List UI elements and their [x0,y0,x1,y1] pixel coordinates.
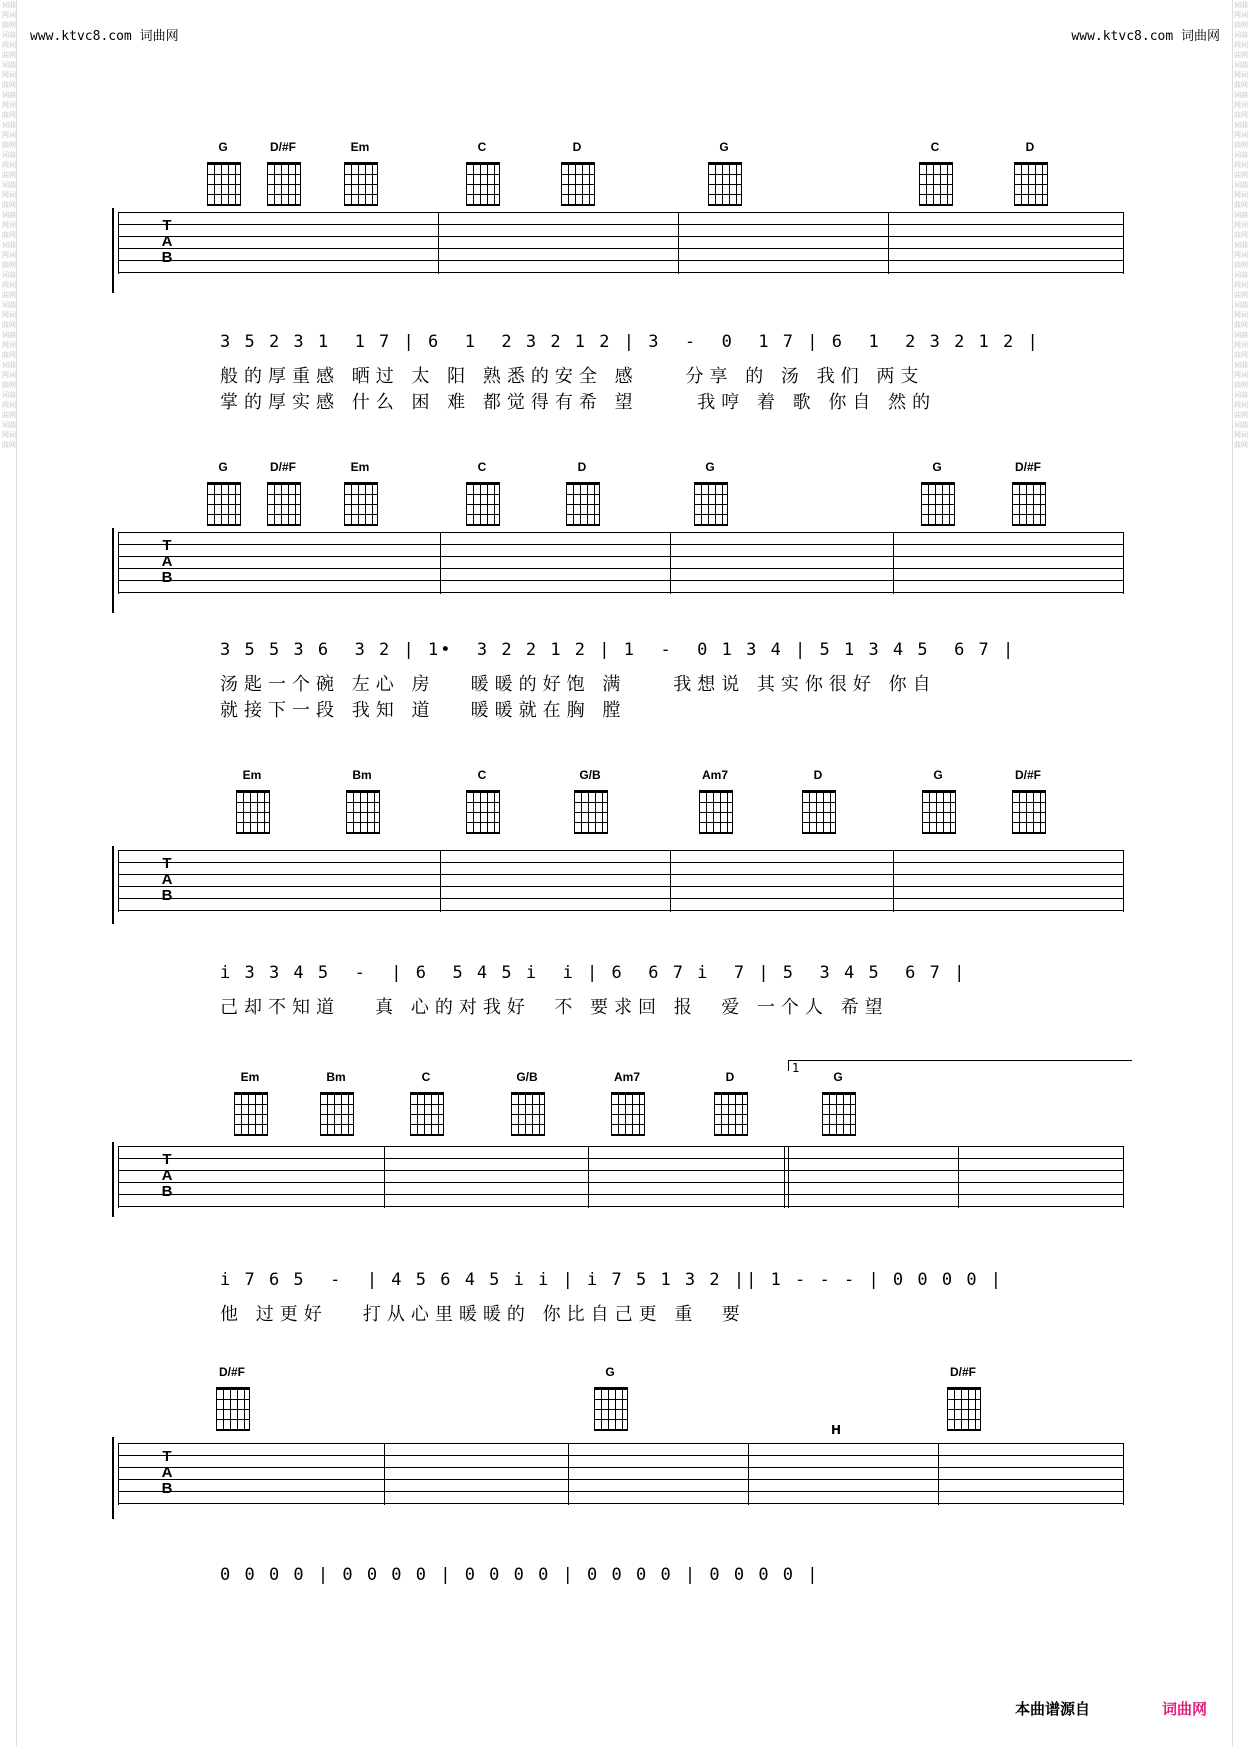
chord-diagram: D/#F [263,140,303,210]
tab-staff [118,1146,1124,1208]
chord-diagram: D [1010,140,1050,210]
chord-diagram: D/#F [212,1365,252,1435]
header-right-url[interactable]: www.ktvc8.com 词曲网 [1071,29,1220,44]
chord-row [0,1365,1250,1445]
tab-label: T A B [161,537,173,586]
chord-row [0,460,1250,540]
chord-diagram: G [590,1365,630,1435]
numbered-notation: 3 5 5 3 6 3 2 | 1• 3 2 2 1 2 | 1 - 0 1 3 4 | 5 1 3 4 5 6 7 | [220,640,1016,660]
chord-diagram: G/B [570,768,610,838]
tab-staff [118,532,1124,594]
numbered-notation: 0 0 0 0 | 0 0 0 0 | 0 0 0 0 | 0 0 0 0 | 0 0 0 0 | [220,1565,820,1585]
lyrics-verse-1: 己却不知道 真 心的对我好 不 要求回 报 爱 一个人 希望 [220,997,889,1018]
chord-diagram: Em [340,460,380,530]
right-watermark: 词曲网词曲网词曲网词曲网词曲网词曲网词曲网词曲网词曲网词曲网词曲网词曲网词曲网词曲网词曲网词曲网词曲网词曲网词曲网词曲网词曲网词曲网词曲网词曲网词曲网词曲网词曲网词曲网词曲网词曲网 [1234,1,1248,449]
chord-diagram: Bm [342,768,382,838]
lyrics-verse-1: 般的厚重感 晒过 太 阳 熟悉的安全 感 分享 的 汤 我们 两支 [220,366,925,387]
tab-label: T A B [161,217,173,266]
tab-label: T A B [161,1448,173,1497]
tab-staff [118,1443,1124,1505]
left-watermark: 词曲网词曲网词曲网词曲网词曲网词曲网词曲网词曲网词曲网词曲网词曲网词曲网词曲网词曲网词曲网词曲网词曲网词曲网词曲网词曲网词曲网词曲网词曲网词曲网词曲网词曲网词曲网词曲网词曲网词曲网 [2,1,16,449]
chord-diagram: Bm [316,1070,356,1140]
hammer-on-mark: H [831,1423,842,1437]
chord-row [0,140,1250,220]
chord-diagram: Am7 [695,768,735,838]
lyrics-verse-1: 他 过更好 打从心里暖暖的 你比自己更 重 要 [220,1304,746,1325]
first-ending-bracket: 1 [788,1060,1132,1071]
system-1 [0,140,1250,420]
tab-staff [118,850,1124,912]
lyrics-verse-2: 就接下一段 我知 道 暖暖就在胸 膛 [220,700,627,721]
system-3 [0,768,1250,1028]
header-left-url[interactable]: www.ktvc8.com 词曲网 [30,29,179,44]
chord-diagram: Em [230,1070,270,1140]
numbered-notation: i 3 3 4 5 - | 6 5 4 5 i i | 6 6 7 i 7 | 5 3 4 5 6 7 | [220,963,967,983]
chord-diagram: Em [232,768,272,838]
chord-diagram: C [462,140,502,210]
chord-diagram: G/B [507,1070,547,1140]
lyrics-verse-1: 汤匙一个碗 左心 房 暖暖的好饱 满 我想说 其实你很好 你自 [220,674,937,695]
chord-diagram: G [203,460,243,530]
chord-diagram: D [798,768,838,838]
chord-diagram: C [462,768,502,838]
chord-diagram: G [203,140,243,210]
chord-diagram: D/#F [1008,460,1048,530]
numbered-notation: i 7 6 5 - | 4 5 6 4 5 i i | i 7 5 1 3 2 || 1 - - - | 0 0 0 0 | [220,1270,1004,1290]
chord-diagram: D [557,140,597,210]
system-4 [0,1060,1250,1350]
chord-diagram: G [917,460,957,530]
chord-row [0,1070,1250,1150]
chord-diagram: D/#F [943,1365,983,1435]
tab-label: T A B [161,855,173,904]
chord-row [0,768,1250,848]
footer-source-label: 本曲谱源自 [1015,1701,1091,1718]
chord-diagram: C [462,460,502,530]
footer-brand-link[interactable]: 词曲网 [1162,1701,1208,1718]
lyrics-verse-2: 掌的厚实感 什么 困 难 都觉得有希 望 我哼 着 歌 你自 然的 [220,392,937,413]
numbered-notation: 3 5 2 3 1 1 7 | 6 1 2 3 2 1 2 | 3 - 0 1 7 | 6 1 2 3 2 1 2 | [220,332,1040,352]
chord-diagram: Am7 [607,1070,647,1140]
tab-label: T A B [161,1151,173,1200]
chord-diagram: Em [340,140,380,210]
chord-diagram: G [918,768,958,838]
system-5 [0,1365,1250,1595]
chord-diagram: D [710,1070,750,1140]
chord-diagram: D/#F [1008,768,1048,838]
chord-diagram: D/#F [263,460,303,530]
chord-diagram: G [818,1070,858,1140]
chord-diagram: C [915,140,955,210]
tab-staff [118,212,1124,274]
chord-diagram: C [406,1070,446,1140]
chord-diagram: G [690,460,730,530]
system-2 [0,460,1250,740]
chord-diagram: G [704,140,744,210]
chord-diagram: D [562,460,602,530]
